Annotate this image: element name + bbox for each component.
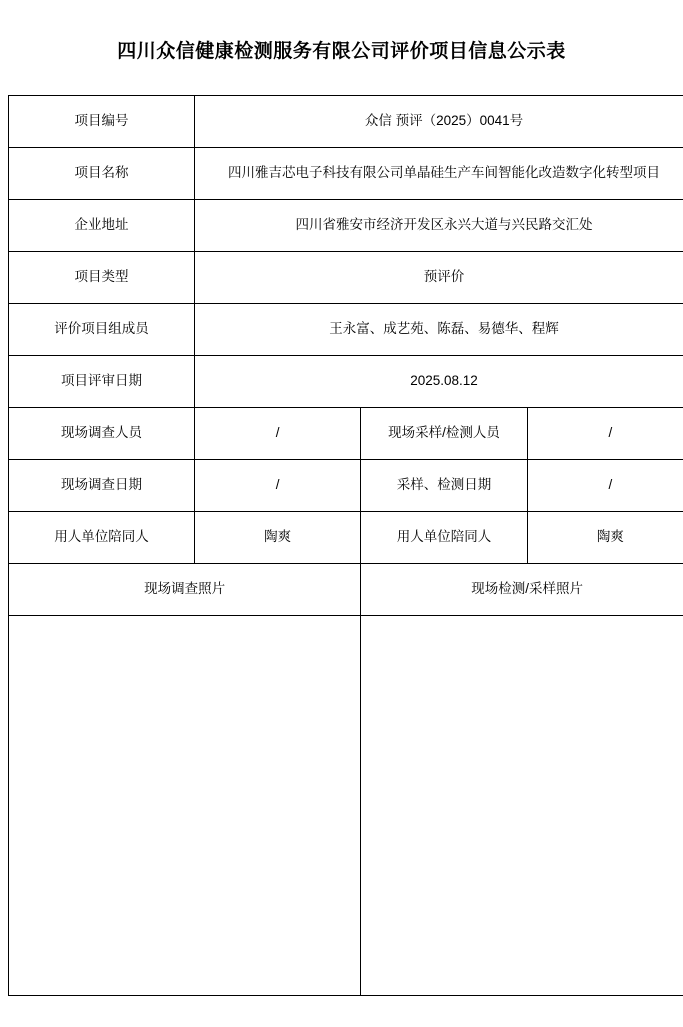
row-label-sampling-staff: 现场采样/检测人员 xyxy=(361,407,527,459)
table-row xyxy=(9,407,683,459)
photo-area-survey xyxy=(9,615,361,995)
photo-header-sampling: 现场检测/采样照片 xyxy=(361,563,683,615)
row-label-review-date: 项目评审日期 xyxy=(9,355,195,407)
table-row xyxy=(9,355,683,407)
row-value-sampling-staff: / xyxy=(527,407,683,459)
row-label-project-type: 项目类型 xyxy=(9,251,195,303)
photo-area-sampling xyxy=(361,615,683,995)
row-label-accompanying-person-right: 用人单位陪同人 xyxy=(361,511,527,563)
table-body xyxy=(9,95,683,995)
table-row xyxy=(9,199,683,251)
row-label-project-code: 项目编号 xyxy=(9,95,195,147)
row-value-survey-staff: / xyxy=(195,407,361,459)
row-label-project-name: 项目名称 xyxy=(9,147,195,199)
row-value-sampling-date: / xyxy=(527,459,683,511)
table-row xyxy=(9,251,683,303)
table-row xyxy=(9,95,683,147)
row-label-team-members: 评价项目组成员 xyxy=(9,303,195,355)
table-row xyxy=(9,147,683,199)
row-label-survey-staff: 现场调查人员 xyxy=(9,407,195,459)
row-value-project-type: 预评价 xyxy=(195,251,683,303)
photo-header-survey: 现场调查照片 xyxy=(9,563,361,615)
table-row xyxy=(9,511,683,563)
row-value-survey-date: / xyxy=(195,459,361,511)
row-value-team-members: 王永富、成艺苑、陈磊、易德华、程辉 xyxy=(195,303,683,355)
row-value-project-code: 众信 预评（2025）0041号 xyxy=(195,95,683,147)
row-value-accompanying-person-left: 陶爽 xyxy=(195,511,361,563)
row-value-accompanying-person-right: 陶爽 xyxy=(527,511,683,563)
table-row xyxy=(9,615,683,995)
row-label-accompanying-person-left: 用人单位陪同人 xyxy=(9,511,195,563)
row-label-survey-date: 现场调查日期 xyxy=(9,459,195,511)
row-value-project-name: 四川雅吉芯电子科技有限公司单晶硅生产车间智能化改造数字化转型项目 xyxy=(195,147,683,199)
row-value-review-date: 2025.08.12 xyxy=(195,355,683,407)
row-label-sampling-date: 采样、检测日期 xyxy=(361,459,527,511)
table-row xyxy=(9,303,683,355)
table-row xyxy=(9,563,683,615)
page-title: 四川众信健康检测服务有限公司评价项目信息公示表 xyxy=(117,41,566,62)
row-value-company-address: 四川省雅安市经济开发区永兴大道与兴民路交汇处 xyxy=(195,199,683,251)
table-row xyxy=(9,459,683,511)
row-label-company-address: 企业地址 xyxy=(9,199,195,251)
project-info-table xyxy=(8,95,683,996)
